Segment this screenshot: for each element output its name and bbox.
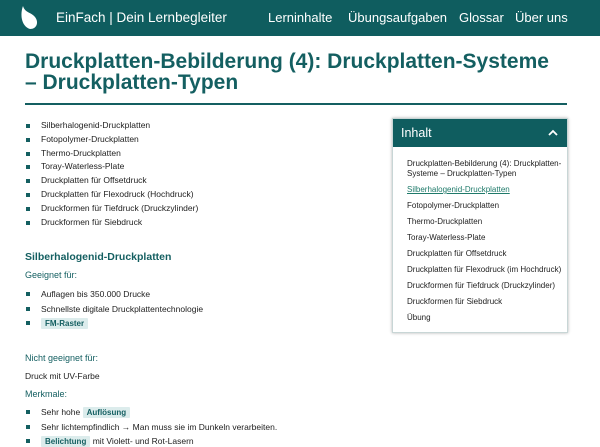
suitable-list	[25, 287, 203, 331]
leaf-logo-icon[interactable]	[18, 5, 40, 31]
glossary-badge-fm-raster[interactable]: FM-Raster	[41, 318, 88, 329]
contents-link[interactable]: Druckplatten für Offsetdruck	[407, 249, 507, 258]
contents-link[interactable]: Toray-Waterless-Plate	[407, 233, 486, 242]
nav-link-ueber-uns[interactable]: Über uns	[515, 10, 568, 25]
nav-link-lerninhalte[interactable]: Lerninhalte	[268, 10, 333, 25]
title-divider	[25, 103, 567, 105]
chevron-up-icon[interactable]	[547, 127, 559, 139]
brand-name[interactable]: EinFach | Dein Lernbegleiter	[56, 10, 227, 25]
suitable-label: Geeignet für:	[25, 270, 78, 280]
contents-panel-title: Inhalt	[401, 126, 432, 140]
topic-item: Toray-Waterless-Plate	[25, 160, 198, 174]
list-item: Schnellste digitale Druckplattentechnologie	[25, 302, 203, 317]
nav-link-glossar[interactable]: Glossar	[459, 10, 504, 25]
contents-link[interactable]: Druckplatten-Bebilderung (4): Druckplatten-Systeme – Druckplatten-Typen	[407, 159, 562, 178]
section-heading: Silberhalogenid-Druckplatten	[25, 251, 172, 263]
glossary-badge-belichtung[interactable]: Belichtung	[41, 436, 90, 447]
contents-link[interactable]: Thermo-Druckplatten	[407, 217, 483, 226]
not-suitable-text: Druck mit UV-Farbe	[25, 371, 100, 381]
glossary-badge-aufloesung[interactable]: Auflösung	[83, 407, 131, 418]
features-list	[25, 405, 277, 447]
topic-item: Druckplatten für Offsetdruck	[25, 174, 198, 188]
contents-list	[407, 159, 563, 329]
feature-text: Sehr hohe	[41, 407, 81, 417]
topic-item: Thermo-Druckplatten	[25, 147, 198, 161]
contents-panel	[392, 118, 568, 333]
list-item	[25, 405, 277, 420]
top-navbar	[0, 0, 600, 36]
topic-item: Fotopolymer-Druckplatten	[25, 133, 198, 147]
list-item	[25, 316, 203, 331]
contents-link[interactable]: Fotopolymer-Druckplatten	[407, 201, 500, 210]
topic-list	[25, 119, 198, 229]
contents-link[interactable]: Druckplatten für Flexodruck (im Hochdruck)	[407, 265, 562, 274]
nav-link-uebungsaufgaben[interactable]: Übungsaufgaben	[348, 10, 448, 25]
contents-link[interactable]: Druckformen für Siebdruck	[407, 297, 503, 306]
features-label: Merkmale:	[25, 389, 68, 399]
topic-item: Druckplatten für Flexodruck (Hochdruck)	[25, 188, 198, 202]
contents-link[interactable]: Druckformen für Tiefdruck (Druckzylinder)	[407, 281, 556, 290]
topic-item: Druckformen für Tiefdruck (Druckzylinder)	[25, 202, 198, 216]
contents-link[interactable]: Übung	[407, 313, 431, 322]
list-item: Sehr lichtempfindlich → Man muss sie im Dunkeln verarbeiten.	[25, 420, 277, 435]
topic-item: Druckformen für Siebdruck	[25, 216, 198, 230]
not-suitable-label: Nicht geeignet für:	[25, 353, 99, 363]
contents-link-active[interactable]: Silberhalogenid-Druckplatten	[407, 185, 510, 194]
list-item: Auflagen bis 350.000 Drucke	[25, 287, 203, 302]
page-title: Druckplatten-Bebilderung (4): Druckplatten-Systeme – Druckplatten-Typen	[25, 50, 549, 94]
topic-item: Silberhalogenid-Druckplatten	[25, 119, 198, 133]
list-item	[25, 434, 277, 447]
contents-panel-header[interactable]	[393, 119, 567, 147]
feature-text: mit Violett- und Rot-Lasern	[92, 436, 194, 446]
